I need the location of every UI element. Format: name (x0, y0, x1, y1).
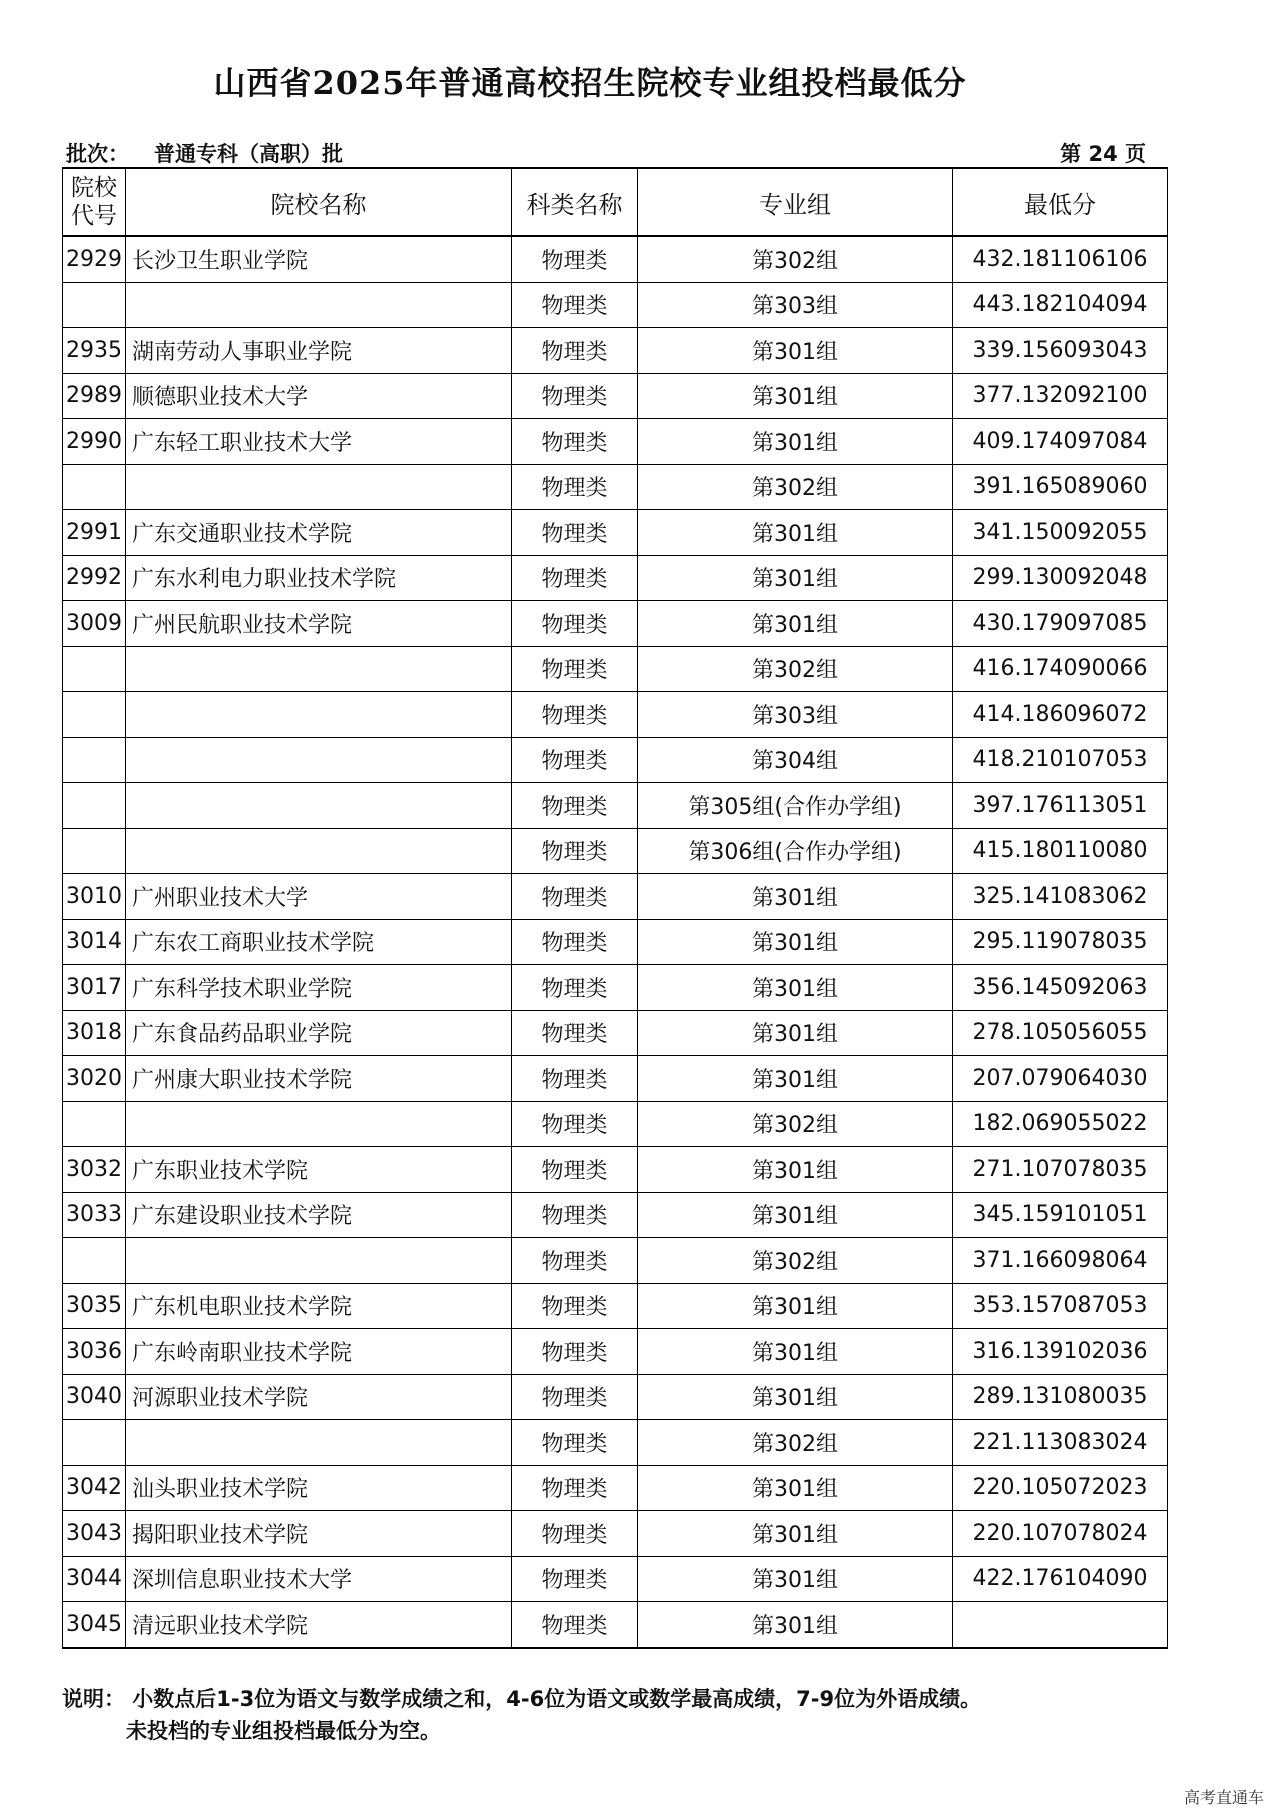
table-row (63, 1602, 1168, 1648)
cell-school-name: 湖南劳动人事职业学院 (126, 328, 512, 374)
cell-min-score: 415.180110080 (953, 828, 1168, 874)
cell-code (63, 1238, 126, 1284)
table-row (63, 328, 1168, 374)
cell-code: 3010 (63, 874, 126, 920)
cell-code: 3017 (63, 965, 126, 1011)
footnote-line-2: 未投档的专业组投档最低分为空。 (126, 1719, 441, 1743)
cell-code: 3020 (63, 1056, 126, 1102)
cell-school-name (126, 1238, 512, 1284)
cell-category: 物理类 (512, 737, 638, 783)
cell-min-score: 278.105056055 (953, 1010, 1168, 1056)
cell-code: 2991 (63, 510, 126, 556)
cell-group: 第301组 (638, 510, 953, 556)
cell-school-name (126, 737, 512, 783)
cell-min-score: 371.166098064 (953, 1238, 1168, 1284)
cell-school-name: 广东农工商职业技术学院 (126, 919, 512, 965)
cell-category: 物理类 (512, 1420, 638, 1466)
cell-category: 物理类 (512, 1101, 638, 1147)
cell-school-name: 广东食品药品职业学院 (126, 1010, 512, 1056)
cell-category: 物理类 (512, 692, 638, 738)
cell-category: 物理类 (512, 1010, 638, 1056)
table-row (63, 1511, 1168, 1557)
cell-category: 物理类 (512, 1056, 638, 1102)
cell-school-name (126, 646, 512, 692)
cell-code (63, 737, 126, 783)
cell-category: 物理类 (512, 601, 638, 647)
cell-group: 第301组 (638, 1374, 953, 1420)
table-row (63, 555, 1168, 601)
cell-min-score: 182.069055022 (953, 1101, 1168, 1147)
cell-school-name: 广州康大职业技术学院 (126, 1056, 512, 1102)
cell-category: 物理类 (512, 282, 638, 328)
cell-code: 3033 (63, 1192, 126, 1238)
cell-code (63, 1420, 126, 1466)
cell-school-name: 顺德职业技术大学 (126, 373, 512, 419)
cell-school-name: 深圳信息职业技术大学 (126, 1556, 512, 1602)
cell-group: 第302组 (638, 1238, 953, 1284)
cell-group: 第306组(合作办学组) (638, 828, 953, 874)
cell-category: 物理类 (512, 419, 638, 465)
cell-school-name: 广东岭南职业技术学院 (126, 1329, 512, 1375)
cell-school-name: 广东建设职业技术学院 (126, 1192, 512, 1238)
table-row (63, 236, 1168, 282)
cell-min-score: 409.174097084 (953, 419, 1168, 465)
cell-school-name: 揭阳职业技术学院 (126, 1511, 512, 1557)
cell-school-name: 广东机电职业技术学院 (126, 1283, 512, 1329)
cell-code: 3032 (63, 1147, 126, 1193)
header-min-score: 最低分 (953, 168, 1168, 236)
cell-code (63, 464, 126, 510)
cell-category: 物理类 (512, 874, 638, 920)
cell-group: 第302组 (638, 464, 953, 510)
header-name: 院校名称 (126, 168, 512, 236)
cell-group: 第301组 (638, 373, 953, 419)
page-title: 山西省2025年普通高校招生院校专业组投档最低分 (213, 64, 967, 102)
score-table (62, 167, 1168, 1649)
cell-group: 第302组 (638, 1101, 953, 1147)
cell-min-score: 207.079064030 (953, 1056, 1168, 1102)
cell-category: 物理类 (512, 1511, 638, 1557)
table-row (63, 282, 1168, 328)
cell-group: 第301组 (638, 601, 953, 647)
cell-category: 物理类 (512, 783, 638, 829)
table-row (63, 1283, 1168, 1329)
cell-min-score: 422.176104090 (953, 1556, 1168, 1602)
cell-school-name: 河源职业技术学院 (126, 1374, 512, 1420)
table-row (63, 1192, 1168, 1238)
cell-min-score: 430.179097085 (953, 601, 1168, 647)
cell-code (63, 646, 126, 692)
cell-min-score: 345.159101051 (953, 1192, 1168, 1238)
batch-info-bar (62, 134, 1154, 166)
table-row (63, 1374, 1168, 1420)
cell-code: 3035 (63, 1283, 126, 1329)
cell-min-score: 341.150092055 (953, 510, 1168, 556)
cell-category: 物理类 (512, 373, 638, 419)
cell-school-name: 广东职业技术学院 (126, 1147, 512, 1193)
cell-category: 物理类 (512, 1465, 638, 1511)
cell-group: 第301组 (638, 1465, 953, 1511)
cell-group: 第301组 (638, 328, 953, 374)
cell-category: 物理类 (512, 646, 638, 692)
cell-group: 第304组 (638, 737, 953, 783)
cell-code: 3009 (63, 601, 126, 647)
table-row (63, 601, 1168, 647)
cell-group: 第301组 (638, 1602, 953, 1648)
cell-group: 第301组 (638, 1283, 953, 1329)
cell-min-score: 443.182104094 (953, 282, 1168, 328)
header-code: 院校代号 (63, 168, 126, 236)
page-number: 第 24 页 (1060, 142, 1146, 166)
table-row (63, 464, 1168, 510)
footnote-line-1: 说明： 小数点后1-3位为语文与数学成绩之和，4-6位为语文或数学最高成绩，7-9位为外语成绩。 (62, 1687, 982, 1711)
cell-group: 第301组 (638, 1010, 953, 1056)
cell-category: 物理类 (512, 1147, 638, 1193)
cell-category: 物理类 (512, 1329, 638, 1375)
table-row (63, 965, 1168, 1011)
cell-code: 2989 (63, 373, 126, 419)
cell-min-score: 271.107078035 (953, 1147, 1168, 1193)
cell-code: 2992 (63, 555, 126, 601)
cell-code: 2990 (63, 419, 126, 465)
cell-min-score: 353.157087053 (953, 1283, 1168, 1329)
cell-school-name: 广州民航职业技术学院 (126, 601, 512, 647)
table-row (63, 919, 1168, 965)
cell-group: 第301组 (638, 965, 953, 1011)
table-header-row (63, 168, 1168, 236)
cell-min-score: 432.181106106 (953, 236, 1168, 282)
cell-school-name: 广东交通职业技术学院 (126, 510, 512, 556)
cell-min-score: 391.165089060 (953, 464, 1168, 510)
cell-min-score: 377.132092100 (953, 373, 1168, 419)
cell-min-score: 356.145092063 (953, 965, 1168, 1011)
batch-value: 普通专科（高职）批 (154, 142, 343, 166)
cell-code: 3018 (63, 1010, 126, 1056)
cell-category: 物理类 (512, 919, 638, 965)
batch-label: 批次： (66, 142, 129, 166)
cell-code: 3036 (63, 1329, 126, 1375)
cell-code: 3045 (63, 1602, 126, 1648)
table-row (63, 1420, 1168, 1466)
cell-min-score: 339.156093043 (953, 328, 1168, 374)
table-row (63, 1101, 1168, 1147)
cell-category: 物理类 (512, 236, 638, 282)
cell-category: 物理类 (512, 1283, 638, 1329)
cell-min-score: 416.174090066 (953, 646, 1168, 692)
cell-category: 物理类 (512, 828, 638, 874)
cell-min-score: 418.210107053 (953, 737, 1168, 783)
cell-group: 第301组 (638, 555, 953, 601)
cell-min-score: 221.113083024 (953, 1420, 1168, 1466)
cell-code (63, 282, 126, 328)
table-row (63, 373, 1168, 419)
table-row (63, 1056, 1168, 1102)
cell-code: 3044 (63, 1556, 126, 1602)
table-row (63, 1238, 1168, 1284)
cell-group: 第301组 (638, 1056, 953, 1102)
cell-school-name (126, 464, 512, 510)
table-row (63, 646, 1168, 692)
cell-code: 3040 (63, 1374, 126, 1420)
cell-min-score: 414.186096072 (953, 692, 1168, 738)
cell-school-name (126, 783, 512, 829)
cell-category: 物理类 (512, 1556, 638, 1602)
cell-category: 物理类 (512, 510, 638, 556)
cell-group: 第303组 (638, 282, 953, 328)
cell-group: 第301组 (638, 1511, 953, 1557)
cell-min-score: 220.105072023 (953, 1465, 1168, 1511)
header-group: 专业组 (638, 168, 953, 236)
cell-school-name: 广东水利电力职业技术学院 (126, 555, 512, 601)
cell-school-name: 清远职业技术学院 (126, 1602, 512, 1648)
cell-school-name: 广东科学技术职业学院 (126, 965, 512, 1011)
table-row (63, 692, 1168, 738)
cell-code: 2929 (63, 236, 126, 282)
cell-category: 物理类 (512, 965, 638, 1011)
cell-school-name (126, 828, 512, 874)
cell-school-name (126, 1101, 512, 1147)
cell-min-score: 289.131080035 (953, 1374, 1168, 1420)
table-row (63, 419, 1168, 465)
cell-min-score: 295.119078035 (953, 919, 1168, 965)
cell-group: 第302组 (638, 646, 953, 692)
cell-min-score (953, 1602, 1168, 1648)
table-row (63, 1147, 1168, 1193)
cell-code (63, 783, 126, 829)
cell-category: 物理类 (512, 1238, 638, 1284)
cell-group: 第301组 (638, 1556, 953, 1602)
cell-code: 3014 (63, 919, 126, 965)
cell-category: 物理类 (512, 555, 638, 601)
cell-group: 第302组 (638, 1420, 953, 1466)
cell-code (63, 828, 126, 874)
header-category: 科类名称 (512, 168, 638, 236)
cell-school-name (126, 1420, 512, 1466)
cell-group: 第303组 (638, 692, 953, 738)
cell-group: 第301组 (638, 1192, 953, 1238)
cell-category: 物理类 (512, 1374, 638, 1420)
cell-group: 第301组 (638, 874, 953, 920)
table-row (63, 510, 1168, 556)
cell-school-name: 广州职业技术大学 (126, 874, 512, 920)
cell-code (63, 1101, 126, 1147)
cell-code: 3042 (63, 1465, 126, 1511)
cell-school-name: 广东轻工职业技术大学 (126, 419, 512, 465)
cell-category: 物理类 (512, 464, 638, 510)
cell-min-score: 316.139102036 (953, 1329, 1168, 1375)
cell-category: 物理类 (512, 328, 638, 374)
table-row (63, 783, 1168, 829)
watermark: 高考直通车 (1183, 1788, 1264, 1807)
table-row (63, 737, 1168, 783)
cell-category: 物理类 (512, 1602, 638, 1648)
cell-group: 第301组 (638, 1329, 953, 1375)
cell-min-score: 299.130092048 (953, 555, 1168, 601)
cell-min-score: 325.141083062 (953, 874, 1168, 920)
cell-group: 第301组 (638, 919, 953, 965)
cell-category: 物理类 (512, 1192, 638, 1238)
table-row (63, 1465, 1168, 1511)
cell-group: 第301组 (638, 1147, 953, 1193)
table-row (63, 1010, 1168, 1056)
table-row (63, 1556, 1168, 1602)
cell-school-name (126, 692, 512, 738)
table-row (63, 1329, 1168, 1375)
cell-min-score: 397.176113051 (953, 783, 1168, 829)
cell-school-name (126, 282, 512, 328)
cell-code: 3043 (63, 1511, 126, 1557)
cell-code (63, 692, 126, 738)
cell-min-score: 220.107078024 (953, 1511, 1168, 1557)
cell-school-name: 长沙卫生职业学院 (126, 236, 512, 282)
footnote (62, 1683, 981, 1747)
cell-school-name: 汕头职业技术学院 (126, 1465, 512, 1511)
table-row (63, 874, 1168, 920)
cell-group: 第302组 (638, 236, 953, 282)
cell-group: 第305组(合作办学组) (638, 783, 953, 829)
cell-group: 第301组 (638, 419, 953, 465)
cell-code: 2935 (63, 328, 126, 374)
table-row (63, 828, 1168, 874)
